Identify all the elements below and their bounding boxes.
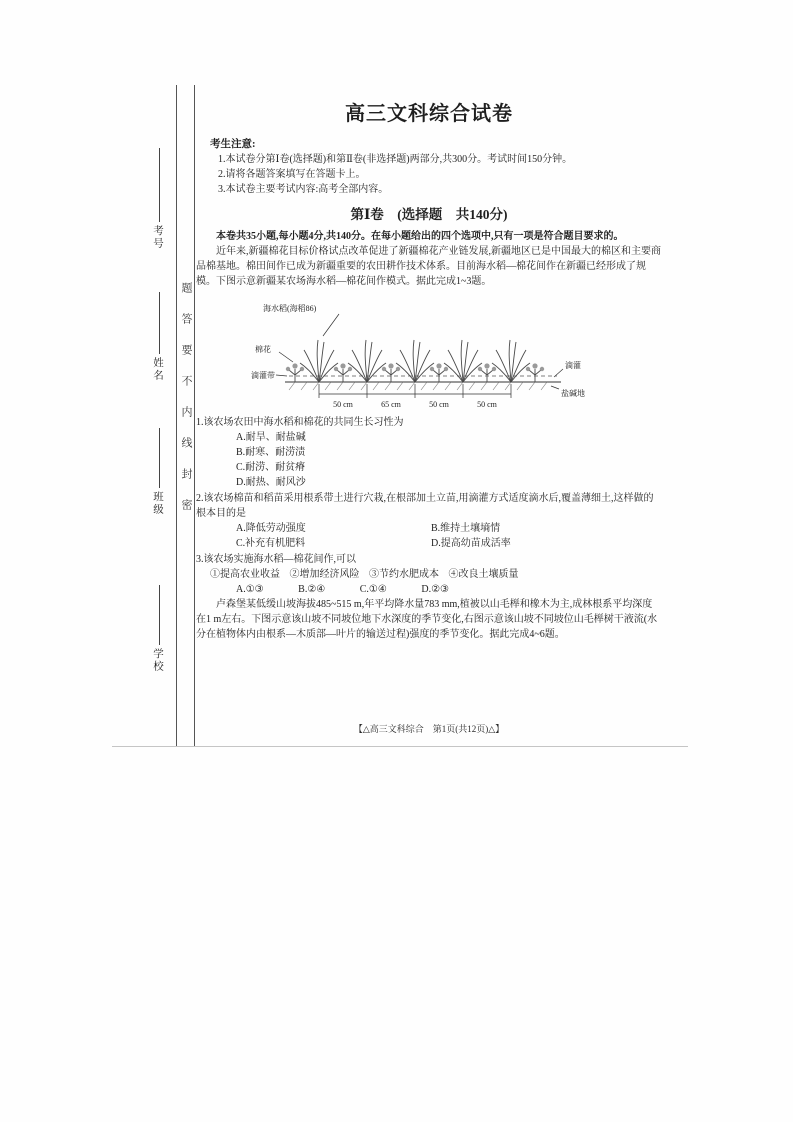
notice-item: 1.本试卷分第Ⅰ卷(选择题)和第Ⅱ卷(非选择题)两部分,共300分。考试时间150分钟。 <box>218 154 573 165</box>
drip-tape-leader-line <box>276 375 287 376</box>
page-title: 高三文科综合试卷 <box>345 103 513 125</box>
question-2-stem: 2.该农场棉苗和稻苗采用根系带土进行穴栽,在根部加土立苗,用滴灌方式适度滴水后,覆盖薄细土,这样做的根本目的是 <box>196 493 654 519</box>
question-1-option: D.耐热、耐风沙 <box>236 477 306 488</box>
question-3-sub-option: ④改良土壤质量 <box>448 569 519 580</box>
drip-tape-label: 滴灌带 <box>251 371 275 380</box>
dim-label: 50 cm <box>477 400 497 409</box>
question-3-option: C.①④ <box>359 584 387 595</box>
intercropping-figure <box>249 294 609 412</box>
question-3-option: A.①③ <box>236 584 264 595</box>
question-1-option: C.耐涝、耐贫瘠 <box>236 462 306 473</box>
soil-hatching <box>289 382 547 390</box>
seal-vertical-text: 题答要不内线封密 <box>180 282 192 530</box>
question-2-option: B.维持土壤墒情 <box>431 523 501 534</box>
fill-in-line <box>159 585 160 645</box>
question-3-sub-option: ②增加经济风险 <box>289 569 360 580</box>
question-3-option: D.②③ <box>421 584 450 595</box>
seal-field-label: 学校 <box>152 648 163 673</box>
seal-field-name <box>150 292 168 382</box>
seal-field-label: 考号 <box>152 225 163 250</box>
question-3-stem: 3.该农场实施海水稻—棉花间作,可以 <box>196 554 356 565</box>
question-2-option: A.降低劳动强度 <box>236 523 306 534</box>
dim-label: 50 cm <box>333 400 353 409</box>
page-footer: 【△高三文科综合 第1页(共12页)△】 <box>353 724 505 734</box>
intercropping-diagram <box>249 294 609 412</box>
seal-rail-right-line <box>194 85 195 747</box>
question-2-option: C.补充有机肥料 <box>236 538 306 549</box>
notice-heading: 考生注意: <box>210 139 256 150</box>
notice-item: 2.请将各题答案填写在答题卡上。 <box>218 169 366 180</box>
seal-field-label: 班级 <box>152 491 163 516</box>
dim-label: 65 cm <box>381 400 401 409</box>
question-3-option: B.②④ <box>298 584 326 595</box>
section-intro: 本卷共35小题,每小题4分,共140分。在每小题给出的四个选项中,只有一项是符合题目要求的。 <box>216 231 624 242</box>
cotton-label: 棉花 <box>255 345 271 354</box>
question-2-option: D.提高幼苗成活率 <box>431 538 511 549</box>
rice-label: 海水稻(海稻86) <box>263 304 317 313</box>
passage-1: 近年来,新疆棉花目标价格试点改革促进了新疆棉花产业链发展,新疆地区已是中国最大的棉区和主要商品棉基地。棉田间作已成为新疆重要的农田耕作技术体系。目前海水稻—棉花间作在新疆已经形成了规模。下图示意新疆某农场海水稻—棉花间作模式。据此完成1~3题。 <box>196 246 661 287</box>
question-3-options <box>196 582 662 597</box>
question-1-option: B.耐寒、耐涝渍 <box>236 447 306 458</box>
dimension-ruler <box>319 384 511 398</box>
seal-field-school <box>150 585 168 673</box>
question-1-option: A.耐旱、耐盐碱 <box>236 432 306 443</box>
drip-leader-line <box>554 369 563 377</box>
drip-label: 滴灌 <box>565 361 581 370</box>
seal-field-class <box>150 428 168 516</box>
question-3-sub-option: ①提高农业收益 <box>210 569 280 580</box>
section-heading: 第Ⅰ卷 (选择题 共140分) <box>350 207 508 222</box>
passage-2: 卢森堡某低缓山坡海拔485~515 m,年平均降水量783 mm,植被以山毛榉和橡木为主,成林根系平均深度在1 m左右。下图示意该山坡不同坡位地下水深度的季节变化,右图示意该山坡不同坡位山毛榉树干液流(水分在植物体内由根系—木质部—叶片的输送过程)强度的季节变化。据此完成4~6题。 <box>196 599 658 640</box>
question-3-sub-options <box>196 567 662 582</box>
seal-rail-left-line <box>176 85 177 747</box>
fill-in-line <box>159 148 160 222</box>
fill-in-line <box>159 428 160 488</box>
seal-field-label: 姓名 <box>152 357 163 382</box>
question-1-stem: 1.该农场农田中海水稻和棉花的共同生长习性为 <box>196 417 404 428</box>
notice-item: 3.本试卷主要考试内容:高考全部内容。 <box>218 184 389 195</box>
cotton-leader-line <box>279 352 293 362</box>
exam-content <box>196 85 662 642</box>
question-2-options <box>196 521 662 551</box>
dim-label: 50 cm <box>429 400 449 409</box>
bottom-divider <box>112 746 688 747</box>
question-3-sub-option: ③节约水肥成本 <box>369 569 439 580</box>
saline-leader-line <box>551 386 559 389</box>
fill-in-line <box>159 292 160 354</box>
seal-field-exam-no <box>150 148 168 250</box>
saline-soil-label: 盐碱地 <box>561 389 585 398</box>
rice-leader-line <box>323 314 339 336</box>
